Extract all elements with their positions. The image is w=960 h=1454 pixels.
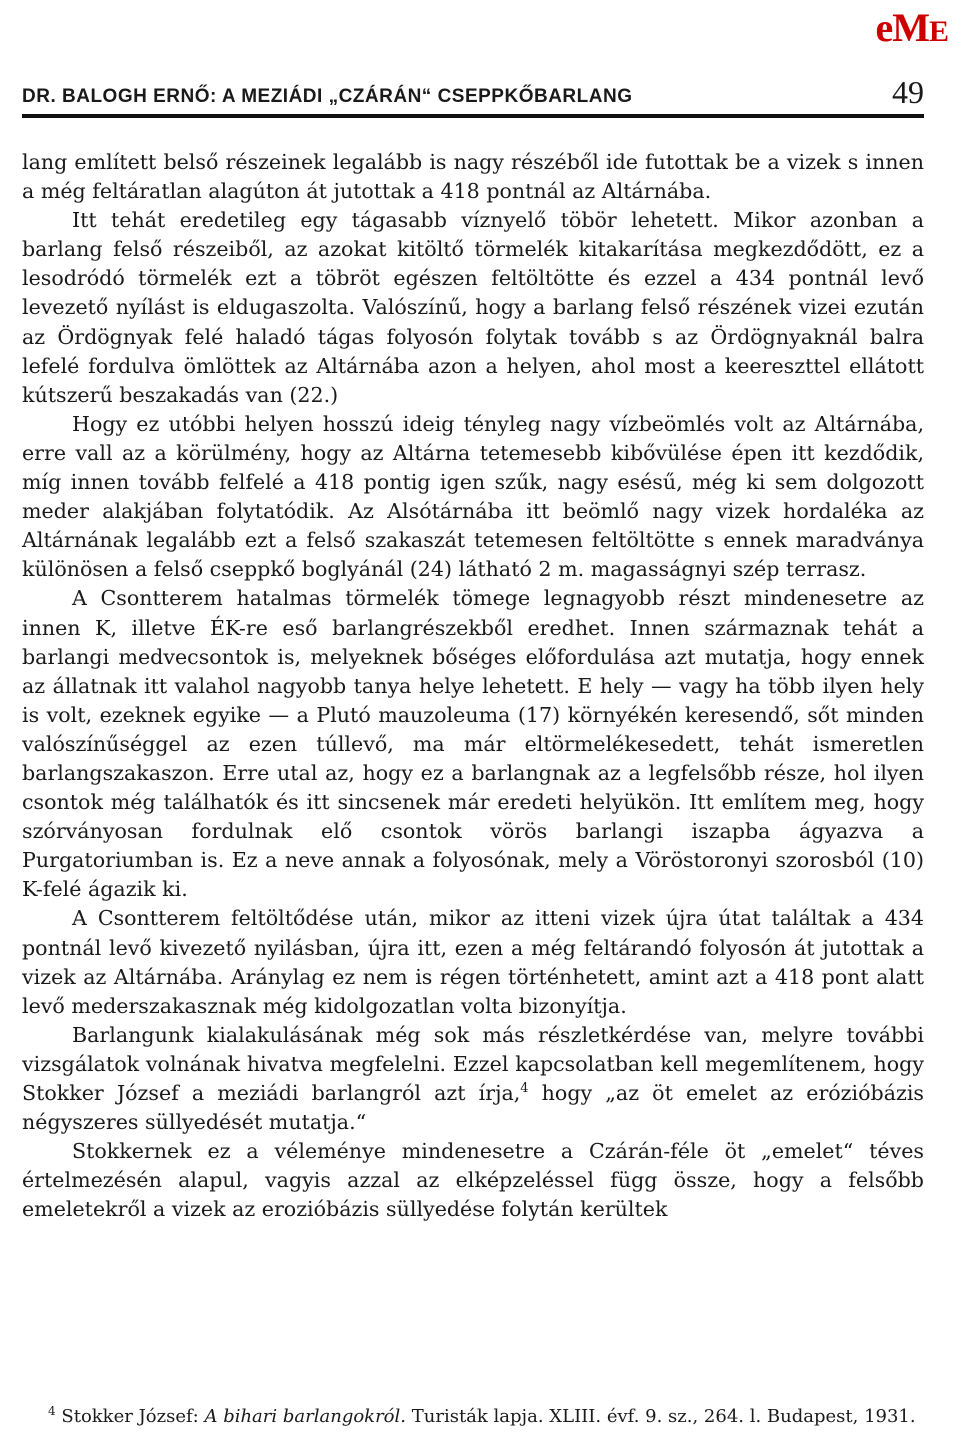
footnote-author: Stokker József: <box>61 1406 199 1427</box>
footnote-reference[interactable]: 4 <box>520 1081 529 1097</box>
running-title: DR. BALOGH ERNŐ: A MEZIÁDI „CZÁRÁN“ CSEPPKŐBARLANG <box>22 86 633 107</box>
page-header <box>22 76 924 118</box>
footnote-number: 4 <box>48 1404 56 1418</box>
footnote-title: A bihari barlangokról. <box>204 1406 407 1427</box>
footnote-rest: Turisták lapja. XLIII. évf. 9. sz., 264. l. Budapest, 1931. <box>411 1406 916 1427</box>
paragraph-6 <box>22 1021 924 1137</box>
paragraph-2: Itt tehát eredetileg egy tágasabb víznyelő töbör lehetett. Mikor azonban a barlang felső részeiből, az azokat kitöltő törmelék kitakarítása megkezdődött, ez a lesodródó törmelék ezt a töbröt egészen feltöltötte és ezzel a 434 pontnál levő levezető nyílást is eldugaszolta. Valószínű, hogy a barlang felső részének vizei ezután az Ördögnyak felé haladó tágas folyosón folytak tovább s az Ördögnyaknál balra lefelé fordulva ömlöttek az Altárnába azon a helyen, ahol most a keereszttel ellátott kútszerű beszakadás van (22.) <box>22 208 924 407</box>
page-number: 49 <box>892 74 924 110</box>
publisher-logo: eME <box>875 5 948 50</box>
paragraph-7: Stokkernek ez a véleménye mindenesetre a Czárán-féle öt „emelet“ téves értelmezésén alapul, vagyis azzal az elképzeléssel függ össze, hogy a felsőbb emeletekről a vizek az erozióbázis süllyedése folytán kerültek <box>22 1139 924 1222</box>
paragraph-3: Hogy ez utóbbi helyen hosszú ideig tényleg nagy vízbeömlés volt az Altárnába, erre vall az a körülmény, hogy az Altárna tetemesebb kibővülése épen itt kezdődik, míg innen tovább felfelé a 418 pontig igen szűk, nagy esésű, még ki sem dolgozott meder alakjában folytatódik. Az Alsótárnába itt beömlő nagy vizek hordaléka az Altárnának legalább ezt a felső szakaszát tetemesen feltöltötte s ennek maradványa különösen a felső cseppkő boglyánál (24) látható 2 m. magasságnyi szép terrasz. <box>22 411 924 582</box>
paragraph-6-text-b: hogy „az öt emelet az erózióbázis négyszeres süllyedését mutatja.“ <box>22 1081 924 1135</box>
paragraph-4: A Csontterem hatalmas törmelék tömege legnagyobb részt mindenesetre az innen K, illetve ÉK-re eső barlangrészekből eredhet. Innen származnak tehát a barlangi medvecsontok is, melyeknek bőséges előfordulása azt mutatja, hogy ennek az állatnak itt valahol nagyobb tanya helye lehetett. E hely — vagy ha több ilyen hely is volt, ezeknek egyike — a Plutó mauzoleuma (17) környékén keresendő, sőt minden valószínűséggel az ezen túllevő, ma már eltörmelékesedett, tehát ismeretlen barlangszakaszon. Erre utal az, hogy ez a barlangnak az a legfelsőbb része, hol ilyen csontok még találhatók és itt sincsenek már eredeti helyükön. Itt említem meg, hogy szórványosan fordulnak elő csontok vörös barlangi iszapba ágyazva a Purgatoriumban is. Ez a neve annak a folyosónak, mely a Vöröstoronyi szorosból (10) K-felé ágazik ki. <box>22 586 924 902</box>
paragraph-1: lang említett belső részeinek legalább is nagy részéből ide futottak be a vizek s innen a még feltáratlan alagúton át jutottak a 418 pontnál az Altárnába. <box>22 150 924 204</box>
page-body <box>22 148 924 1224</box>
paragraph-6-text-a: Barlangunk kialakulásának még sok más részletkérdése van, melyre további vizsgálatok volnának hivatva megfelelni. Ezzel kapcsolatban kell megemlítenem, hogy Stokker József a meziádi barlangról azt írja, <box>22 1022 924 1105</box>
footnote <box>22 1404 926 1429</box>
paragraph-5: A Csontterem feltöltődése után, mikor az itteni vizek újra útat találtak a 434 pontnál levő kivezető nyilásban, újra itt, ezen a még feltárandó folyosón át jutottak a vizek az Altárnába. Aránylag ez nem is régen történhetett, amint azt a 418 pont alatt levő mederszakasznak még kidolgozatlan volta bizonyítja. <box>22 906 924 1018</box>
